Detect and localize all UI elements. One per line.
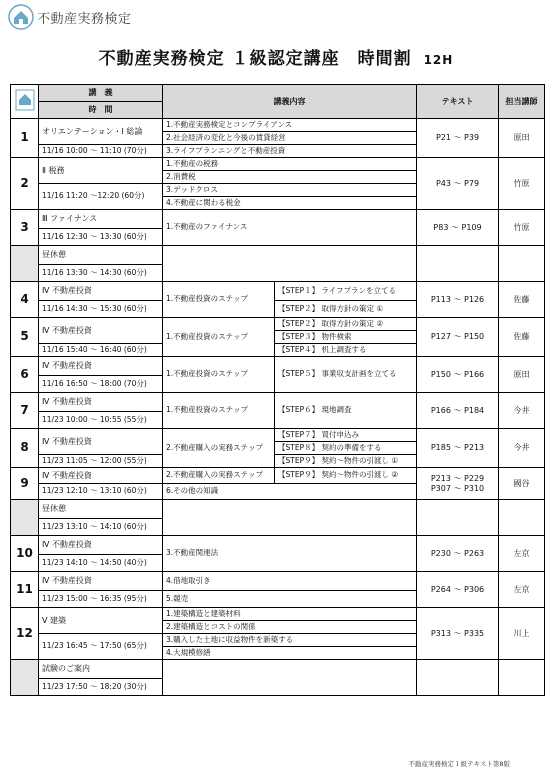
content-item: 3.不動産関連法 bbox=[163, 536, 417, 572]
row-number: 7 bbox=[11, 393, 39, 429]
row-time: 11/23 14:10 ～ 14:50 (40分) bbox=[39, 555, 163, 572]
content-item: 1.不動産投資のステップ bbox=[163, 357, 275, 393]
step-item: 【STEP４】 机上調査する bbox=[275, 344, 417, 357]
row-number: 10 bbox=[11, 536, 39, 572]
exam-text-cell bbox=[417, 660, 499, 696]
text-pages: P185 ～ P213 bbox=[417, 429, 499, 468]
row-number: 6 bbox=[11, 357, 39, 393]
content-item: 4.不動産に関わる税金 bbox=[163, 197, 417, 210]
footer-note: 不動産実務検定１級テキスト第8版 bbox=[408, 760, 510, 768]
row-topic: Ⅳ 不動産投資 bbox=[39, 357, 163, 376]
row-number: 1 bbox=[11, 119, 39, 158]
row-number: 12 bbox=[11, 608, 39, 660]
content-item: 5.競売 bbox=[163, 591, 417, 608]
text-pages: P166 ～ P184 bbox=[417, 393, 499, 429]
text-pages: P21 ～ P39 bbox=[417, 119, 499, 158]
row-time: 11/16 15:40 ～ 16:40 (60分) bbox=[39, 344, 163, 357]
row-topic: Ⅱ 税務 bbox=[39, 158, 163, 184]
text-pages: P313 ～ P335 bbox=[417, 608, 499, 660]
content-item: 3.購入した土地に収益物件を新築する bbox=[163, 634, 417, 647]
row-topic: Ⅴ 建築 bbox=[39, 608, 163, 634]
lecturer: 左京 bbox=[499, 536, 545, 572]
text-pages: P150 ～ P166 bbox=[417, 357, 499, 393]
exam-content-cell bbox=[163, 660, 417, 696]
header-logo-cell bbox=[11, 85, 39, 119]
content-item: 1.建築構造と建築材料 bbox=[163, 608, 417, 621]
break-content-cell bbox=[163, 500, 417, 536]
lecturer: 川上 bbox=[499, 608, 545, 660]
row-time: 11/23 11:05 ～ 12:00 (55分) bbox=[39, 455, 163, 468]
text-pages-line: P307 ～ P310 bbox=[430, 483, 485, 493]
row-time: 11/23 10:00 ～ 10:55 (55分) bbox=[39, 412, 163, 429]
house-logo-icon bbox=[8, 4, 34, 30]
lecturer: 今井 bbox=[499, 393, 545, 429]
house-badge-icon bbox=[15, 89, 35, 111]
content-item: 2.社会経済の変化と今後の賃貸経営 bbox=[163, 132, 417, 145]
row-time: 11/23 12:10 ～ 13:10 (60分) bbox=[39, 484, 163, 500]
row-time: 11/16 10:00 ～ 11:10 (70分) bbox=[39, 145, 163, 158]
step-item: 【STEP２】 取得方針の策定 ① bbox=[275, 301, 417, 318]
content-item: 3.ライフプランニングと不動産投資 bbox=[163, 145, 417, 158]
text-pages: P264 ～ P306 bbox=[417, 572, 499, 608]
lecturer: 佐藤 bbox=[499, 318, 545, 357]
content-item: 4.大規模修繕 bbox=[163, 647, 417, 660]
text-pages: P230 ～ P263 bbox=[417, 536, 499, 572]
row-topic: Ⅳ 不動産投資 bbox=[39, 536, 163, 555]
break-number-cell bbox=[11, 500, 39, 536]
row-topic: Ⅳ 不動産投資 bbox=[39, 572, 163, 591]
break-text-cell bbox=[417, 500, 499, 536]
row-number: 8 bbox=[11, 429, 39, 468]
content-item: 1.不動産投資のステップ bbox=[163, 318, 275, 357]
row-number: 11 bbox=[11, 572, 39, 608]
content-item: 6.その他の知識 bbox=[163, 484, 417, 500]
page-title-suffix: 12H bbox=[423, 53, 454, 67]
break-time: 11/16 13:30 ～ 14:30 (60分) bbox=[39, 265, 163, 282]
schedule-table bbox=[10, 84, 545, 696]
page-title-text: 不動産実務検定 １級認定講座 時間割 bbox=[98, 49, 412, 69]
text-pages: P83 ～ P109 bbox=[417, 210, 499, 246]
lecturer: 竹原 bbox=[499, 158, 545, 210]
row-time: 11/16 16:50 ～ 18:00 (70分) bbox=[39, 376, 163, 393]
row-topic: Ⅳ 不動産投資 bbox=[39, 429, 163, 455]
header-time: 時 間 bbox=[39, 102, 163, 119]
step-item: 【STEP７】 買付申込み bbox=[275, 429, 417, 442]
content-item: 2.建築構造とコストの関係 bbox=[163, 621, 417, 634]
content-item: 1.不動産のファイナンス bbox=[163, 210, 417, 246]
step-item: 【STEP３】 物件検索 bbox=[275, 331, 417, 344]
row-topic: Ⅲ ファイナンス bbox=[39, 210, 163, 229]
break-topic: 昼休憩 bbox=[39, 500, 163, 519]
break-number-cell bbox=[11, 246, 39, 282]
content-item: 1.不動産実務検定とコンプライアンス bbox=[163, 119, 417, 132]
row-number: 2 bbox=[11, 158, 39, 210]
lecturer: 今井 bbox=[499, 429, 545, 468]
lecturer: 左京 bbox=[499, 572, 545, 608]
row-number: 3 bbox=[11, 210, 39, 246]
step-item: 【STEP９】 契約～物件の引渡し ① bbox=[275, 455, 417, 468]
lecturer: 原田 bbox=[499, 357, 545, 393]
break-text-cell bbox=[417, 246, 499, 282]
lecturer: 竹原 bbox=[499, 210, 545, 246]
content-item: 1.不動産投資のステップ bbox=[163, 393, 275, 429]
row-time: 11/23 16:45 ～ 17:50 (65分) bbox=[39, 634, 163, 660]
row-time: 11/16 11:20 ～12:20 (60分) bbox=[39, 184, 163, 210]
step-item: 【STEP５】 事業収支計画を立てる bbox=[275, 357, 417, 393]
row-time: 11/16 12:30 ～ 13:30 (60分) bbox=[39, 229, 163, 246]
text-pages: P113 ～ P126 bbox=[417, 282, 499, 318]
logo bbox=[8, 4, 132, 30]
header-lecturer: 担当講師 bbox=[499, 85, 545, 119]
step-item: 【STEP６】 現地調査 bbox=[275, 393, 417, 429]
step-item: 【STEP２】 取得方針の策定 ② bbox=[275, 318, 417, 331]
content-item: 2.不動産購入の実務ステップ bbox=[163, 468, 275, 484]
content-item: 1.不動産投資のステップ bbox=[163, 282, 275, 318]
row-number: 9 bbox=[11, 468, 39, 500]
break-topic: 昼休憩 bbox=[39, 246, 163, 265]
header-text: テキスト bbox=[417, 85, 499, 119]
row-time: 11/23 15:00 ～ 16:35 (95分) bbox=[39, 591, 163, 608]
content-item: 4.借地取引き bbox=[163, 572, 417, 591]
break-lecturer-cell bbox=[499, 500, 545, 536]
row-topic: オリエンテーション・Ⅰ 総論 bbox=[39, 119, 163, 145]
page-title bbox=[0, 44, 552, 69]
row-number: 5 bbox=[11, 318, 39, 357]
header-lecture: 講 義 bbox=[39, 85, 163, 102]
step-item: 【STEP８】 契約の準備をする bbox=[275, 442, 417, 455]
lecturer: 佐藤 bbox=[499, 282, 545, 318]
row-topic: Ⅳ 不動産投資 bbox=[39, 318, 163, 344]
row-topic: Ⅳ 不動産投資 bbox=[39, 393, 163, 412]
row-time: 11/16 14:30 ～ 15:30 (60分) bbox=[39, 301, 163, 318]
text-pages: P43 ～ P79 bbox=[417, 158, 499, 210]
lecturer: 原田 bbox=[499, 119, 545, 158]
logo-text: 不動産実務検定 bbox=[37, 11, 132, 27]
exam-number-cell bbox=[11, 660, 39, 696]
header-content: 講義内容 bbox=[163, 85, 417, 119]
content-item: 2.不動産購入の実務ステップ bbox=[163, 429, 275, 468]
exam-topic: 試験のご案内 bbox=[39, 660, 163, 679]
text-pages: P127 ～ P150 bbox=[417, 318, 499, 357]
text-pages-line: P213 ～ P229 bbox=[430, 474, 485, 484]
exam-time: 11/23 17:50 ～ 18:20 (30分) bbox=[39, 679, 163, 696]
content-item: 3.デッドクロス bbox=[163, 184, 417, 197]
step-item: 【STEP１】 ライフプランを立てる bbox=[275, 282, 417, 301]
content-item: 1.不動産の税務 bbox=[163, 158, 417, 171]
break-lecturer-cell bbox=[499, 246, 545, 282]
row-topic: Ⅳ 不動産投資 bbox=[39, 282, 163, 301]
content-item: 2.消費税 bbox=[163, 171, 417, 184]
lecturer: 國谷 bbox=[499, 468, 545, 500]
text-pages bbox=[417, 468, 499, 500]
step-item: 【STEP９】 契約～物件の引渡し ② bbox=[275, 468, 417, 484]
exam-lecturer-cell bbox=[499, 660, 545, 696]
break-content-cell bbox=[163, 246, 417, 282]
break-time: 11/23 13:10 ～ 14:10 (60分) bbox=[39, 519, 163, 536]
row-number: 4 bbox=[11, 282, 39, 318]
row-topic: Ⅳ 不動産投資 bbox=[39, 468, 163, 484]
